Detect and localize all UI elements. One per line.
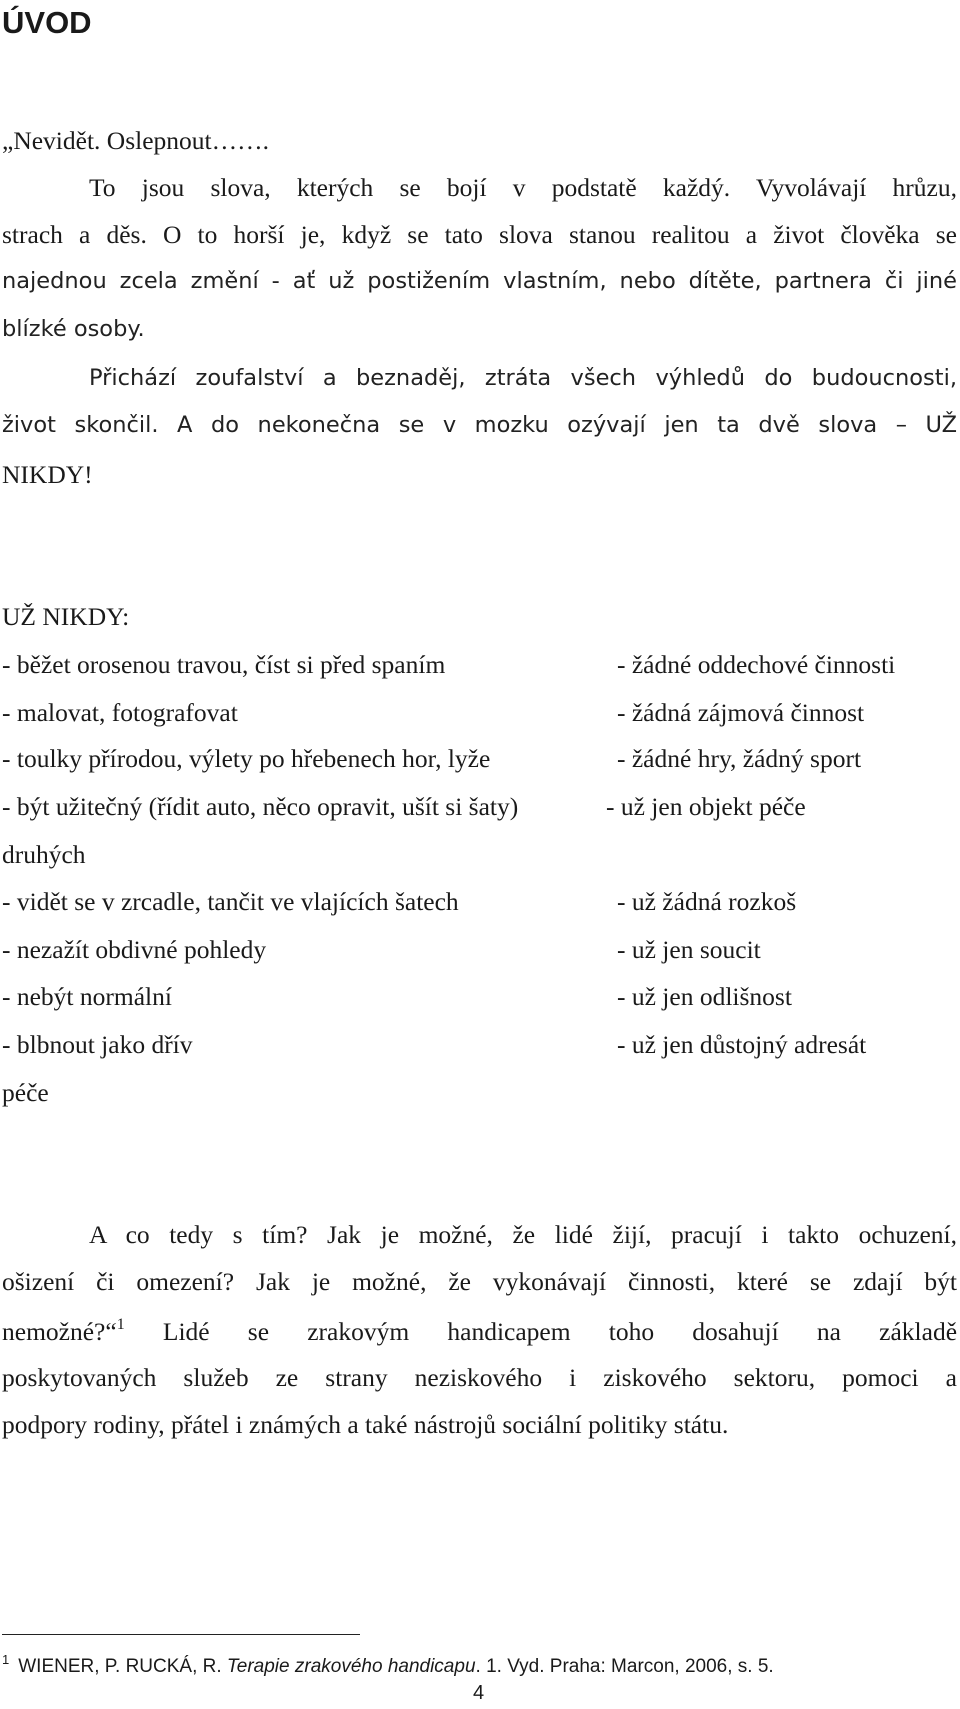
quote-line: život skončil. A do nekonečna se v mozku ozývají jen ta dvě slova – UŽ [2,412,957,438]
quote-line: „Nevidět. Oslepnout……. [2,126,269,155]
page-title: ÚVOD [2,5,92,40]
quote-line: Přichází zoufalství a beznaděj, ztráta všech výhledů do budoucnosti, [89,365,957,391]
paragraph-line: ošizení či omezení? Jak je možné, že vykonávají činnosti, které se zdají být [2,1267,957,1296]
paragraph-line: podpory rodiny, přátel i známých a také nástrojů sociální politiky státu. [2,1410,729,1439]
list-item-left: - blbnout jako dřív [2,1030,193,1059]
list-item-left: - nebýt normální [2,982,172,1011]
footnote-text: . 1. Vyd. Praha: Marcon, 2006, s. 5. [475,1656,774,1677]
footnote-text: WIENER, P. RUCKÁ, R. [18,1656,227,1677]
list-item-left: - nezažít obdivné pohledy [2,935,267,964]
list-item-right: - už jen objekt péče [606,792,806,821]
list-item-continuation: druhých [2,840,86,869]
list-item-right: - žádná zájmová činnost [617,698,865,727]
paragraph-text: Lidé se zrakovým handicapem toho dosahují na základě [162,1317,958,1346]
list-item-right: - už jen odlišnost [617,982,792,1011]
list-item-left: - vidět se v zrcadle, tančit ve vlajících šatech [2,887,459,916]
list-item-continuation: péče [2,1078,49,1107]
footnote-separator [2,1634,360,1635]
list-item-right: - už jen důstojný adresát [617,1030,867,1059]
quote-line: blízké osoby. [2,316,145,342]
quote-line: strach a děs. O to horší je, když se tato slova stanou realitou a život člověka se [2,220,957,249]
list-item-left: - být užitečný (řídit auto, něco opravit, ušít si šaty) [2,792,519,821]
list-item-left: - běžet orosenou travou, číst si před spaním [2,650,446,679]
footnote-title: Terapie zrakového handicapu [226,1656,476,1677]
list-item-right: - žádné oddechové činnosti [617,650,896,679]
footnote-reference[interactable]: 1 [116,1316,125,1333]
quote-line: NIKDY! [2,460,93,489]
paragraph-text: nemožné?“ [2,1317,117,1346]
list-item-left: - malovat, fotografovat [2,698,238,727]
list-item-right: - už žádná rozkoš [617,887,797,916]
list-item-right: - už jen soucit [617,935,761,964]
list-item-right: - žádné hry, žádný sport [617,744,862,773]
list-item-left: - toulky přírodou, výlety po hřebenech hor, lyže [2,744,491,773]
paragraph-line: poskytovaných služeb ze strany neziskového i ziskového sektoru, pomoci a [2,1363,957,1392]
footnote [2,1652,774,1678]
quote-line: To jsou slova, kterých se bojí v podstatě každý. Vyvolávají hrůzu, [89,173,957,202]
list-heading: UŽ NIKDY: [2,602,130,631]
page-number: 4 [473,1682,485,1704]
paragraph-line [2,1317,957,1345]
quote-line: najednou zcela změní - ať už postižením vlastním, nebo dítěte, partnera či jiné [2,268,957,294]
footnote-number: 1 [2,1652,10,1667]
paragraph-line: A co tedy s tím? Jak je možné, že lidé žijí, pracují i takto ochuzení, [89,1220,957,1249]
